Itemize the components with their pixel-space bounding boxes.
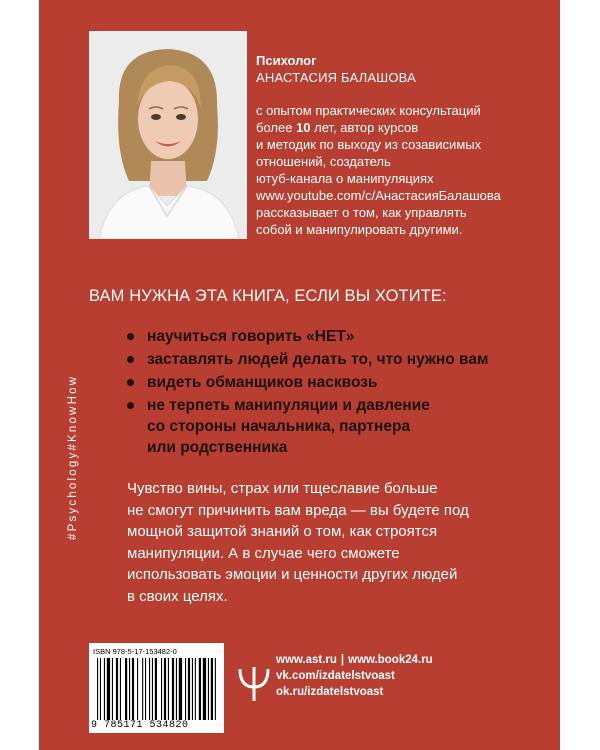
barcode-icon bbox=[97, 658, 216, 720]
barcode-bar bbox=[142, 658, 143, 720]
barcode-bar bbox=[132, 658, 134, 720]
ok-link[interactable]: ok.ru/izdatelstvoast bbox=[276, 686, 384, 698]
author-photo bbox=[89, 31, 247, 239]
barcode-bar bbox=[185, 658, 186, 720]
publisher-sites-row bbox=[276, 652, 433, 668]
book24-site-link[interactable]: www.book24.ru bbox=[348, 654, 433, 666]
barcode-bar bbox=[161, 658, 162, 720]
barcode-bar bbox=[100, 658, 101, 720]
paragraph-line: использовать эмоции и ценности других людей bbox=[127, 566, 458, 583]
description-paragraph bbox=[127, 478, 547, 607]
list-item-text: заставлять людей делать то, что нужно вам bbox=[147, 351, 489, 368]
barcode-bar bbox=[208, 658, 209, 720]
bio-line: с опытом практических консультаций bbox=[256, 103, 481, 118]
list-item-text: научиться говорить «НЕТ» bbox=[147, 328, 355, 345]
list-item-text: видеть обманщиков насквозь bbox=[147, 374, 378, 391]
barcode-bar bbox=[104, 658, 105, 720]
barcode-bar bbox=[172, 658, 174, 720]
barcode-bar bbox=[129, 658, 130, 720]
author-name: АНАСТАСИЯ БАЛАШОВА bbox=[256, 70, 416, 85]
barcode-bar bbox=[112, 658, 113, 720]
barcode-bar bbox=[125, 658, 127, 720]
publisher-links bbox=[276, 652, 433, 700]
benefits-list bbox=[127, 326, 547, 460]
barcode-digits: 9 785171 534820 bbox=[91, 720, 189, 731]
years-count: 10 bbox=[296, 120, 311, 135]
barcode-bar bbox=[215, 658, 216, 720]
barcode-bar bbox=[176, 658, 177, 720]
paragraph-line: мощной защитой знаний о том, как строятся bbox=[127, 523, 438, 540]
youtube-channel-url: www.youtube.com/c/АнастасияБалашова bbox=[256, 188, 501, 203]
barcode-bar bbox=[120, 658, 121, 720]
bullet-dot-icon bbox=[127, 333, 134, 340]
bio-line: ютуб-канала о манипуляциях bbox=[256, 171, 434, 186]
book-back-cover bbox=[39, 0, 560, 750]
list-item-text: не терпеть манипуляции и давление bbox=[147, 397, 430, 414]
ast-site-link[interactable]: www.ast.ru bbox=[276, 654, 337, 666]
bullet-dot-icon bbox=[127, 402, 134, 409]
paragraph-line: в своих целях. bbox=[127, 587, 228, 605]
list-item bbox=[127, 349, 547, 370]
barcode-bar bbox=[199, 658, 201, 720]
list-item bbox=[127, 395, 547, 458]
paragraph-line: не смогут причинить вам вреда — вы будете под bbox=[127, 501, 469, 519]
barcode-bar bbox=[116, 658, 118, 720]
paragraph-line: Чувство вины, страх или тщеславие больше bbox=[127, 480, 438, 497]
paragraph-line: манипуляции. А в случае чего сможете bbox=[127, 544, 400, 562]
list-item-text: или родственника bbox=[147, 439, 288, 456]
section-heading: ВАМ НУЖНА ЭТА КНИГА, ЕСЛИ ВЫ ХОТИТЕ: bbox=[89, 287, 447, 305]
bio-line: собой и манипулировать другими. bbox=[256, 222, 463, 237]
author-role: Психолог bbox=[256, 53, 317, 68]
author-portrait-image bbox=[89, 31, 247, 239]
barcode-bar bbox=[107, 658, 110, 720]
psi-logo-icon bbox=[237, 665, 271, 703]
barcode-bar bbox=[188, 658, 190, 720]
barcode-bar bbox=[97, 658, 98, 720]
barcode-bar bbox=[211, 658, 213, 720]
barcode-bar bbox=[192, 658, 193, 720]
barcode-bar bbox=[152, 658, 153, 720]
sidebar-hashtag: #Psychology#KnowHow bbox=[67, 374, 79, 540]
bio-line: рассказывает о том, как управлять bbox=[256, 205, 467, 220]
list-item bbox=[127, 326, 547, 347]
bio-line: и методик по выходу из созависимых bbox=[256, 137, 482, 152]
list-item-text: со стороны начальника, партнера bbox=[147, 418, 411, 435]
barcode-bar bbox=[179, 658, 182, 720]
author-info bbox=[256, 52, 551, 238]
bullet-dot-icon bbox=[127, 379, 134, 386]
barcode-bar bbox=[164, 658, 166, 720]
barcode-bar bbox=[155, 658, 157, 720]
bio-text: более bbox=[256, 120, 297, 135]
bio-line bbox=[256, 119, 551, 136]
barcode-bar bbox=[195, 658, 196, 720]
isbn-barcode-block bbox=[89, 643, 224, 733]
barcode-bar bbox=[149, 658, 150, 720]
bio-text: лет, автор курсов bbox=[310, 120, 419, 135]
isbn-label: ISBN 978-5-17-153482-0 bbox=[93, 647, 177, 656]
bio-line: отношений, создатель bbox=[256, 154, 391, 169]
list-item bbox=[127, 372, 547, 393]
vk-link[interactable]: vk.com/izdatelstvoast bbox=[276, 670, 395, 682]
barcode-bar bbox=[168, 658, 169, 720]
barcode-bar bbox=[203, 658, 206, 720]
link-separator: | bbox=[340, 654, 345, 666]
bullet-dot-icon bbox=[127, 356, 134, 363]
barcode-bar bbox=[137, 658, 138, 720]
author-bio bbox=[256, 102, 551, 238]
barcode-bar bbox=[145, 658, 146, 720]
